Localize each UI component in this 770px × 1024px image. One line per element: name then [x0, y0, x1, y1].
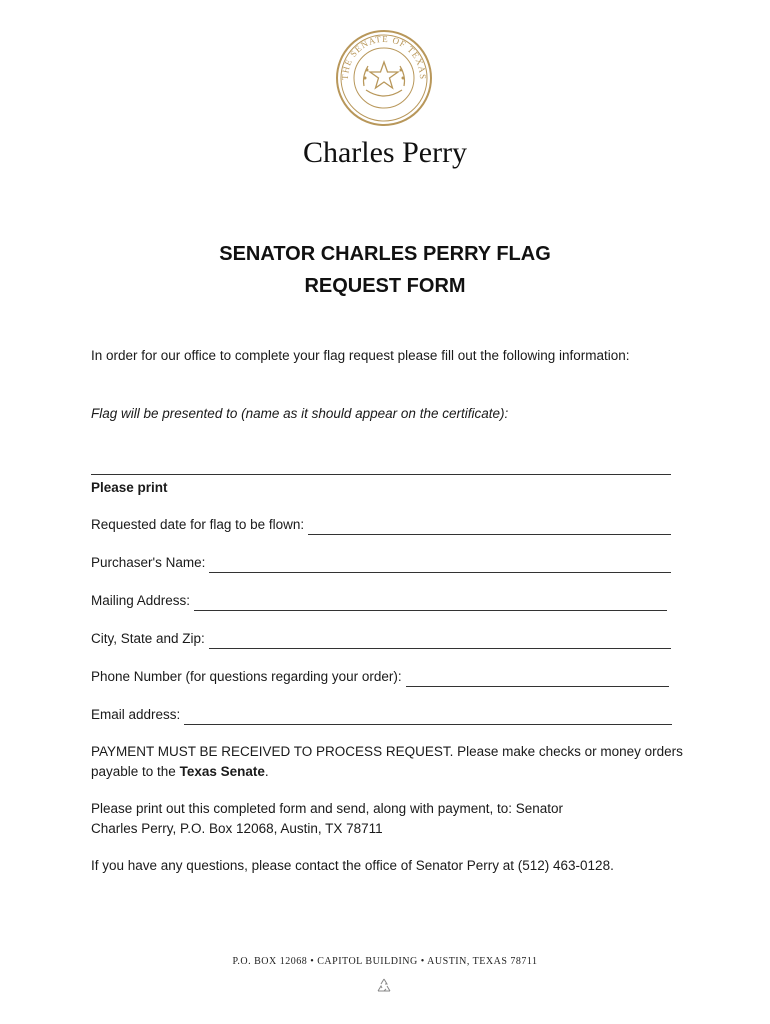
requested-date-line[interactable]: [308, 520, 671, 535]
phone-number-field[interactable]: [91, 667, 669, 687]
mailing-address-field[interactable]: [91, 591, 667, 611]
email-address-field[interactable]: [91, 705, 672, 725]
form-title-line1: SENATOR CHARLES PERRY FLAG: [219, 243, 551, 265]
purchaser-name-field[interactable]: [91, 553, 671, 573]
email-address-line[interactable]: [184, 710, 672, 725]
payment-line2c: .: [264, 764, 269, 779]
purchaser-name-label: Purchaser's Name:: [91, 555, 206, 570]
mailing-address-label: Mailing Address:: [91, 593, 191, 608]
city-state-zip-field[interactable]: [91, 629, 671, 649]
intro-text: In order for our office to complete your flag request please fill out the following information:: [91, 348, 630, 363]
requested-date-label: Requested date for flag to be flown:: [91, 517, 305, 532]
city-state-zip-label: City, State and Zip:: [91, 631, 205, 646]
senator-name: Charles Perry: [302, 136, 468, 169]
svg-text:THE SENATE OF TEXAS: [340, 34, 428, 80]
questions-contact: If you have any questions, please contact the office of Senator Perry at (512) 463-0128.: [91, 858, 614, 873]
mailing-address-line[interactable]: [194, 596, 667, 611]
payment-line2a: payable to the: [91, 764, 180, 779]
senate-seal-icon: [334, 28, 434, 128]
form-title-line2: REQUEST FORM: [304, 275, 466, 297]
payment-notice: [91, 742, 683, 782]
phone-number-label: Phone Number (for questions regarding your order):: [91, 669, 402, 684]
phone-number-line[interactable]: [406, 672, 669, 687]
presented-to-label: Flag will be presented to (name as it should appear on the certificate):: [91, 406, 509, 421]
presented-to-line[interactable]: [91, 474, 671, 475]
send-line1: Please print out this completed form and send, along with payment, to: Senator: [91, 801, 564, 816]
form-title: [0, 238, 770, 302]
payment-line1: PAYMENT MUST BE RECEIVED TO PROCESS REQUEST. Please make checks or money orders: [91, 744, 683, 759]
please-print-label: Please print: [91, 480, 168, 495]
purchaser-name-line[interactable]: [209, 558, 671, 573]
recycle-icon: [374, 976, 394, 996]
send-line2: Charles Perry, P.O. Box 12068, Austin, TX 78711: [91, 821, 383, 836]
city-state-zip-line[interactable]: [209, 634, 671, 649]
seal-text: THE SENATE OF TEXAS: [339, 33, 429, 81]
send-instructions: [91, 799, 563, 839]
payable-to-texas-senate: Texas Senate: [179, 764, 265, 779]
email-address-label: Email address:: [91, 707, 181, 722]
footer-address: P.O. BOX 12068 • CAPITOL BUILDING • AUSTIN, TEXAS 78711: [232, 956, 538, 967]
requested-date-field[interactable]: [91, 515, 671, 535]
